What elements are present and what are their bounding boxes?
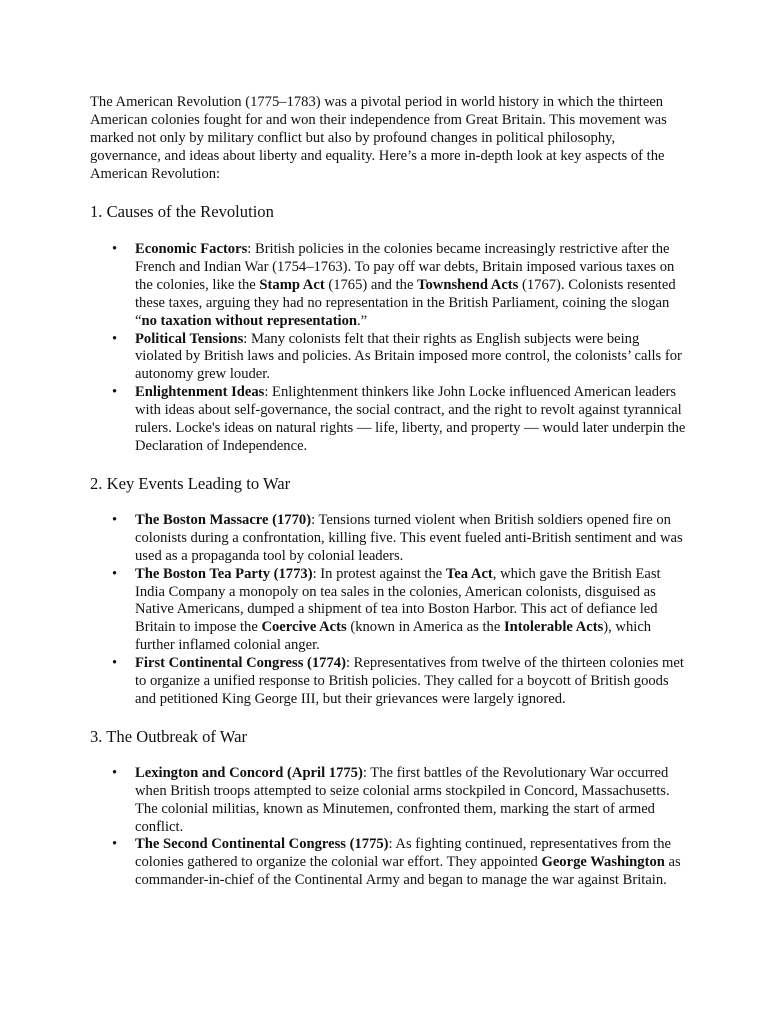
item-term: The Boston Tea Party (1773) [135, 565, 313, 582]
item-emphasis: no taxation without representation [141, 312, 358, 329]
item-text: : Enlightenment thinkers like John Locke influenced American leaders with ideas about self-governance, the social contract, and the right to revolt against tyrannical rulers. Locke's ideas on natural rights — life, liberty, and property — would later underpin the Declaration of Independence. [135, 384, 686, 454]
bullet: • [112, 565, 118, 582]
causes-list [90, 241, 686, 456]
item-text: : As fighting continued, representatives from the colonies gathered to organize the colonial war effort. They appointed [135, 836, 672, 871]
item-text: .” [357, 312, 368, 329]
item-term: Lexington and Concord (April 1775) [135, 764, 363, 781]
item-text: : Many colonists felt that their rights as English subjects were being violated by British laws and policies. As Britain imposed more control, the colonists’ calls for autonomy grew louder. [135, 330, 682, 383]
item-emphasis: George Washington [541, 854, 665, 871]
bullet: • [112, 330, 118, 347]
list-item-first-continental-congress [90, 655, 686, 709]
item-text: (known in America as the [346, 619, 504, 636]
bullet: • [112, 384, 118, 401]
item-text: , which gave the British East India Company a monopoly on tea sales in the colonies, American colonists, disguised as Native Americans, dumped a shipment of tea into Boston Harbor. This act of defiance led Britain to impose the [135, 565, 661, 636]
item-text: : Tensions turned violent when British soldiers opened fire on colonists during a confrontation, killing five. This event fueled anti-British sentiment and was used as a propaganda tool by colonial leaders. [135, 511, 683, 564]
bullet: • [112, 241, 118, 257]
bullet: • [112, 764, 118, 781]
item-text: : The first battles of the Revolutionary War occurred when British troops attempted to seize colonial arms stockpiled in Concord, Massachusetts. The colonial militias, known as Minutemen, confronted them, marking the start of armed conflict. [135, 764, 670, 835]
item-emphasis: Tea Act [445, 565, 493, 582]
list-item-second-continental-congress [90, 836, 686, 890]
item-text: ), which further inflamed colonial anger. [135, 619, 652, 654]
item-text: : British policies in the colonies became increasingly restrictive after the French and Indian War (1754–1763). To pay off war debts, Britain imposed various taxes on the colonies, like the [135, 241, 675, 293]
bullet: • [112, 511, 118, 528]
bullet: • [112, 655, 118, 672]
section-heading-outbreak: 3. The Outbreak of War [90, 726, 248, 746]
section-heading-causes: 1. Causes of the Revolution [90, 202, 274, 221]
list-item-boston-massacre [90, 512, 686, 566]
item-emphasis: Intolerable Acts [503, 619, 604, 636]
list-item-boston-tea-party [90, 566, 686, 656]
document-page [90, 93, 686, 890]
item-term: Economic Factors [135, 241, 248, 257]
item-term: First Continental Congress (1774) [135, 655, 346, 672]
item-term: Political Tensions [135, 330, 244, 347]
section-heading-key-events: 2. Key Events Leading to War [90, 473, 291, 493]
item-term: The Boston Massacre (1770) [135, 511, 312, 528]
list-item-economic-factors [90, 241, 686, 331]
intro-paragraph: The American Revolution (1775–1783) was a pivotal period in world history in which the thirteen American colonies fought for and won their independence from Great Britain. This movement was marked not only by military conflict but also by profound changes in political philosophy, governance, and ideas about liberty and equality. Here’s a more in-depth look at key aspects of the American Revolution: [90, 94, 667, 182]
list-item-enlightenment-ideas [90, 384, 686, 456]
item-emphasis: Townshend Acts [417, 276, 519, 293]
key-events-list [90, 512, 686, 709]
list-item-lexington-concord [90, 765, 686, 837]
bullet: • [112, 836, 118, 853]
list-item-political-tensions [90, 331, 686, 385]
item-text: : Representatives from twelve of the thirteen colonies met to organize a unified response to British policies. They called for a boycott of British goods and petitioned King George III, but their grievances were largely ignored. [135, 655, 684, 707]
item-text: (1767). Colonists resented these taxes, arguing they had no representation in the British Parliament, coining the slogan “ [135, 276, 676, 329]
item-text: (1765) and the [324, 276, 418, 293]
item-text: : In protest against the [312, 565, 446, 582]
item-term: Enlightenment Ideas [135, 384, 265, 401]
item-emphasis: Stamp Act [259, 276, 325, 293]
item-term: The Second Continental Congress (1775) [135, 836, 389, 853]
item-text: as commander-in-chief of the Continental Army and began to manage the war against Britain. [135, 854, 681, 889]
outbreak-list [90, 765, 686, 890]
item-emphasis: Coercive Acts [261, 619, 347, 636]
